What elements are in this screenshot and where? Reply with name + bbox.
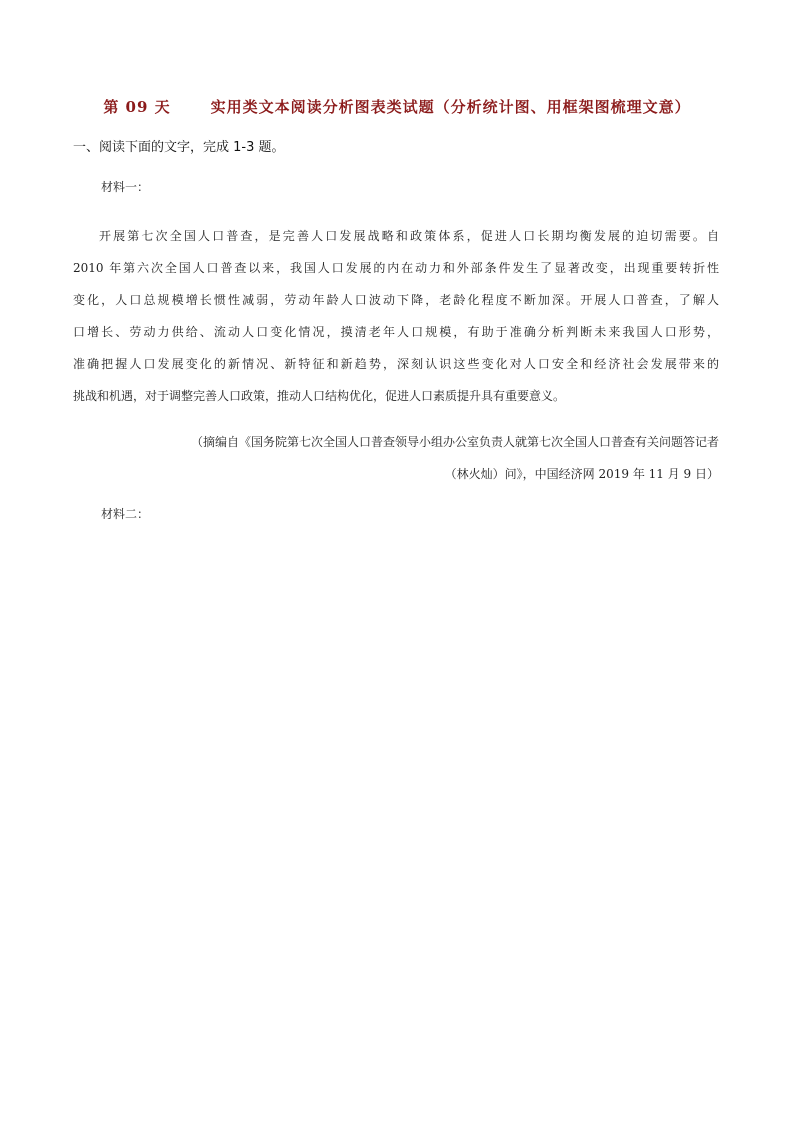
- material-one-paragraph: [73, 220, 719, 412]
- paragraph-line: 口增长、劳动力供给、流动人口变化情况，摸清老年人口规模，有助于准确分析判断未来我国人口形势，: [73, 325, 719, 339]
- paragraph-line: 开展第七次全国人口普查，是完善人口发展战略和政策体系，促进人口长期均衡发展的迫切需要。自: [99, 229, 719, 243]
- paragraph-line: 2010 年第六次全国人口普查以来，我国人口发展的内在动力和外部条件发生了显著改变，出现重要转折性: [73, 261, 719, 275]
- question-instruction: 一、阅读下面的文字，完成 1-3 题。: [73, 140, 285, 155]
- page-title: [0, 96, 794, 117]
- title-day: 第 09 天: [103, 98, 171, 116]
- source-line: （摘编自《国务院第七次全国人口普查领导小组办公室负责人就第七次全国人口普查有关问题答记者: [190, 435, 719, 449]
- paragraph-line: 准确把握人口发展变化的新情况、新特征和新趋势，深刻认识这些变化对人口安全和经济社会发展带来的: [73, 357, 719, 371]
- material-one-source: [73, 426, 719, 490]
- paragraph-line: 挑战和机遇，对于调整完善人口政策，推动人口结构优化，促进人口素质提升具有重要意义。: [73, 389, 566, 403]
- source-line: （林火灿）问》，中国经济网 2019 年 11 月 9 日）: [444, 467, 719, 481]
- title-topic: 实用类文本阅读分析图表类试题（分析统计图、用框架图梳理文意）: [210, 98, 691, 116]
- material-two-label: 材料二：: [101, 507, 150, 521]
- paragraph-line: 变化，人口总规模增长惯性减弱，劳动年龄人口波动下降，老龄化程度不断加深。开展人口普查，了解人: [73, 293, 719, 307]
- material-one-label: 材料一：: [101, 180, 150, 194]
